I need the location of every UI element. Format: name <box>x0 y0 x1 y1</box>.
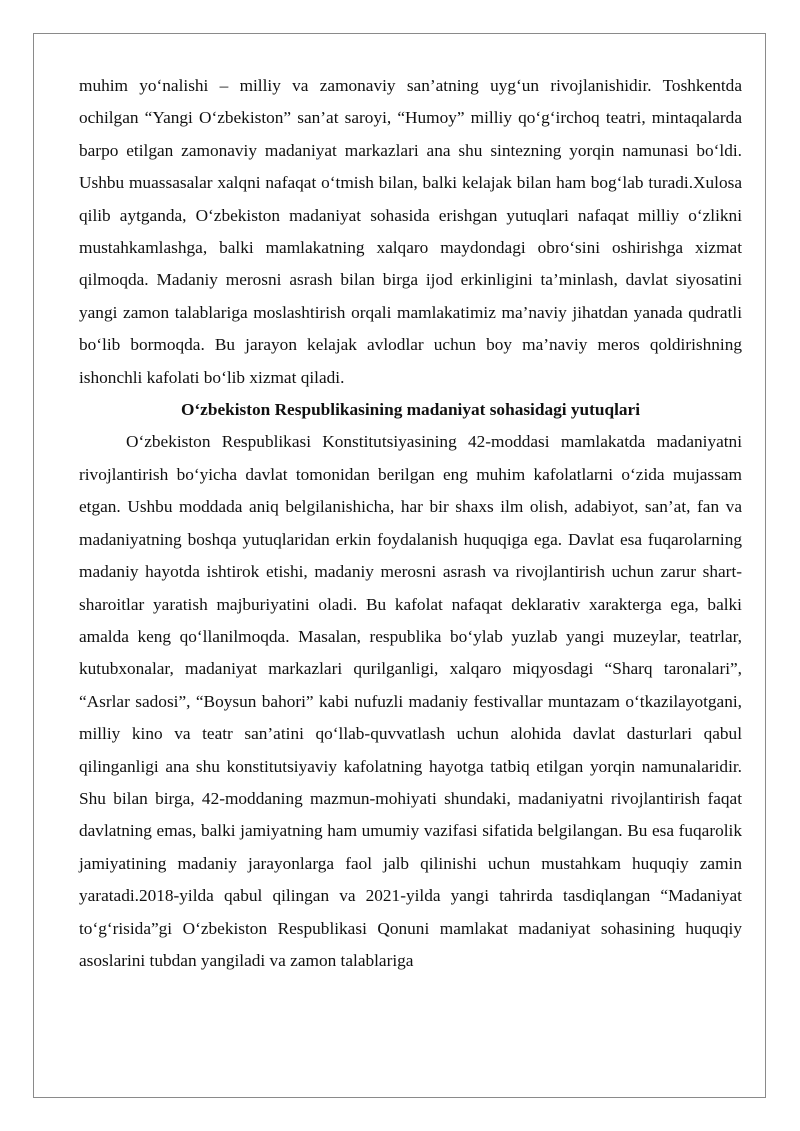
paragraph-continuation: muhim yo‘nalishi – milliy va zamonaviy san’atning uyg‘un rivojlanishidir. Toshkentda ochilgan “Yangi O‘zbekiston” san’at saroyi, “Humoy” milliy qo‘g‘irchoq teatri, mintaqalarda barpo etilgan zamonaviy madaniyat markazlari ana shu sintezning yorqin namunasi bo‘ldi. Ushbu muassasalar xalqni nafaqat o‘tmish bilan, balki kelajak bilan ham bog‘lab turadi.Xulosa qilib aytganda, O‘zbekiston madaniyat sohasida erishgan yutuqlari nafaqat milliy o‘zlikni mustahkamlashga, balki mamlakatning xalqaro maydondagi obro‘sini oshirishga xizmat qilmoqda. Madaniy merosni asrash bilan birga ijod erkinligini ta’minlash, davlat siyosatini yangi zamon talablariga moslashtirish orqali mamlakatimiz ma’naviy jihatdan yanada qudratli bo‘lib bormoqda. Bu jarayon kelajak avlodlar uchun boy ma’naviy meros qoldirishning ishonchli kafolati bo‘lib xizmat qiladi. <box>79 76 742 387</box>
paragraph-constitution: O‘zbekiston Respublikasi Konstitutsiyasining 42-moddasi mamlakatda madaniyatni rivojlantirish bo‘yicha davlat tomonidan berilgan eng muhim kafolatlarni o‘zida mujassam etgan. Ushbu moddada aniq belgilanishicha, har bir shaxs ilm olish, adabiyot, san’at, fan va madaniyatning boshqa yutuqlaridan erkin foydalanish huquqiga ega. Davlat esa fuqarolarning madaniy hayotda ishtirok etishi, madaniy merosni asrash va rivojlantirish uchun zarur shart-sharoitlar yaratish majburiyatini oladi. Bu kafolat nafaqat deklarativ xarakterga ega, balki amalda keng qo‘llanilmoqda. Masalan, respublika bo‘ylab yuzlab yangi muzeylar, teatrlar, kutubxonalar, madaniyat markazlari qurilganligi, xalqaro miqyosdagi “Sharq taronalari”, “Asrlar sadosi”, “Boysun bahori” kabi nufuzli madaniy festivallar muntazam o‘tkazilayotgani, milliy kino va teatr san’atini qo‘llab-quvvatlash uchun alohida davlat dasturlari qabul qilinganligi ana shu konstitutsiyaviy kafolatning hayotga tatbiq etilgan yorqin namunalaridir. Shu bilan birga, 42-moddaning mazmun-mohiyati shundaki, madaniyatni rivojlantirish faqat davlatning emas, balki jamiyatning ham umumiy vazifasi sifatida belgilangan. Bu esa fuqarolik jamiyatining madaniy jarayonlarga faol jalb qilinishi uchun mustahkam huquqiy zamin yaratadi.2018-yilda qabul qilingan va 2021-yilda yangi tahrirda tasdiqlangan “Madaniyat to‘g‘risida”gi O‘zbekiston Respublikasi Qonuni mamlakat madaniyat sohasining huquqiy asoslarini tubdan yangiladi va zamon talablariga <box>79 432 742 970</box>
page-content <box>79 70 742 977</box>
section-heading: O‘zbekiston Respublikasining madaniyat sohasidagi yutuqlari <box>180 400 641 420</box>
